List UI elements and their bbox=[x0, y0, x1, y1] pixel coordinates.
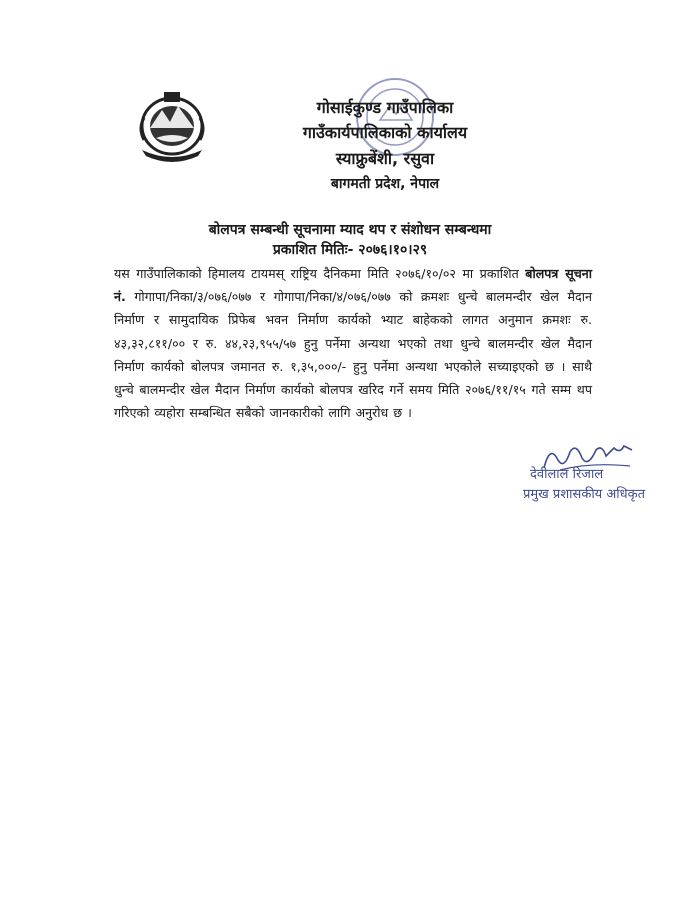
signatory-title: प्रमुख प्रशासकीय अधिकृत bbox=[523, 487, 646, 502]
office-address: स्याफ्रुबेंशी, रसुवा bbox=[335, 149, 435, 168]
office-name: गाउँकार्यपालिकाको कार्यालय bbox=[302, 123, 468, 142]
province-country: बागमती प्रदेश, नेपाल bbox=[330, 176, 440, 192]
municipality-name: गोसाईकुण्ड गाउँपालिका bbox=[316, 98, 454, 117]
published-date: प्रकाशित मितिः- २०७६।१०।२९ bbox=[272, 242, 428, 258]
notice-subject: बोलपत्र सम्बन्धी सूचनामा म्याद थप र संशोधन सम्बन्धमा bbox=[208, 222, 492, 238]
body-text-part1: यस गाउँपालिकाको हिमालय टायमस् राष्ट्रिय दैनिकमा मिति २०७६/१०/०२ मा प्रकाशित bbox=[114, 266, 526, 281]
nepal-emblem-icon bbox=[136, 88, 208, 162]
body-text-part2: गोगापा/निका/३/०७६/०७७ र गोगापा/निका/४/०७६/०७७ को क्रमशः धुन्चे बालमन्दीर खेल मैदान निर्माण र सामुदायिक प्रिफेब भवन निर्माण कार्यको भ्याट बाहेकको लागत अनुमान क्रमशः रु. ४३,३२,८११/०० र रु. ४४,२३,९५५/५७ हुनु पर्नेमा अन्यथा भएको तथा धुन्चे बालमन्दीर खेल मैदान निर्माण कार्यको बोलपत्र जमानत रु. १,३५,०००/- हुनु पर्नेमा अन्यथा भएकोले सच्याइएको छ । साथै धुन्चे बालमन्दीर खेल मैदान निर्माण कार्यको बोलपत्र खरिद गर्ने समय मिति २०७६/११/१५ गते सम्म थप गरिएको व्यहोरा सम्बन्धित सबैको जानकारीको लागि अनुरोध छ । bbox=[114, 289, 592, 421]
signatory-name: देवीलाल रिजाल bbox=[530, 467, 604, 482]
notice-reference-label: बोलपत्र सूचना नं. bbox=[114, 266, 592, 305]
notice-body bbox=[114, 262, 592, 424]
